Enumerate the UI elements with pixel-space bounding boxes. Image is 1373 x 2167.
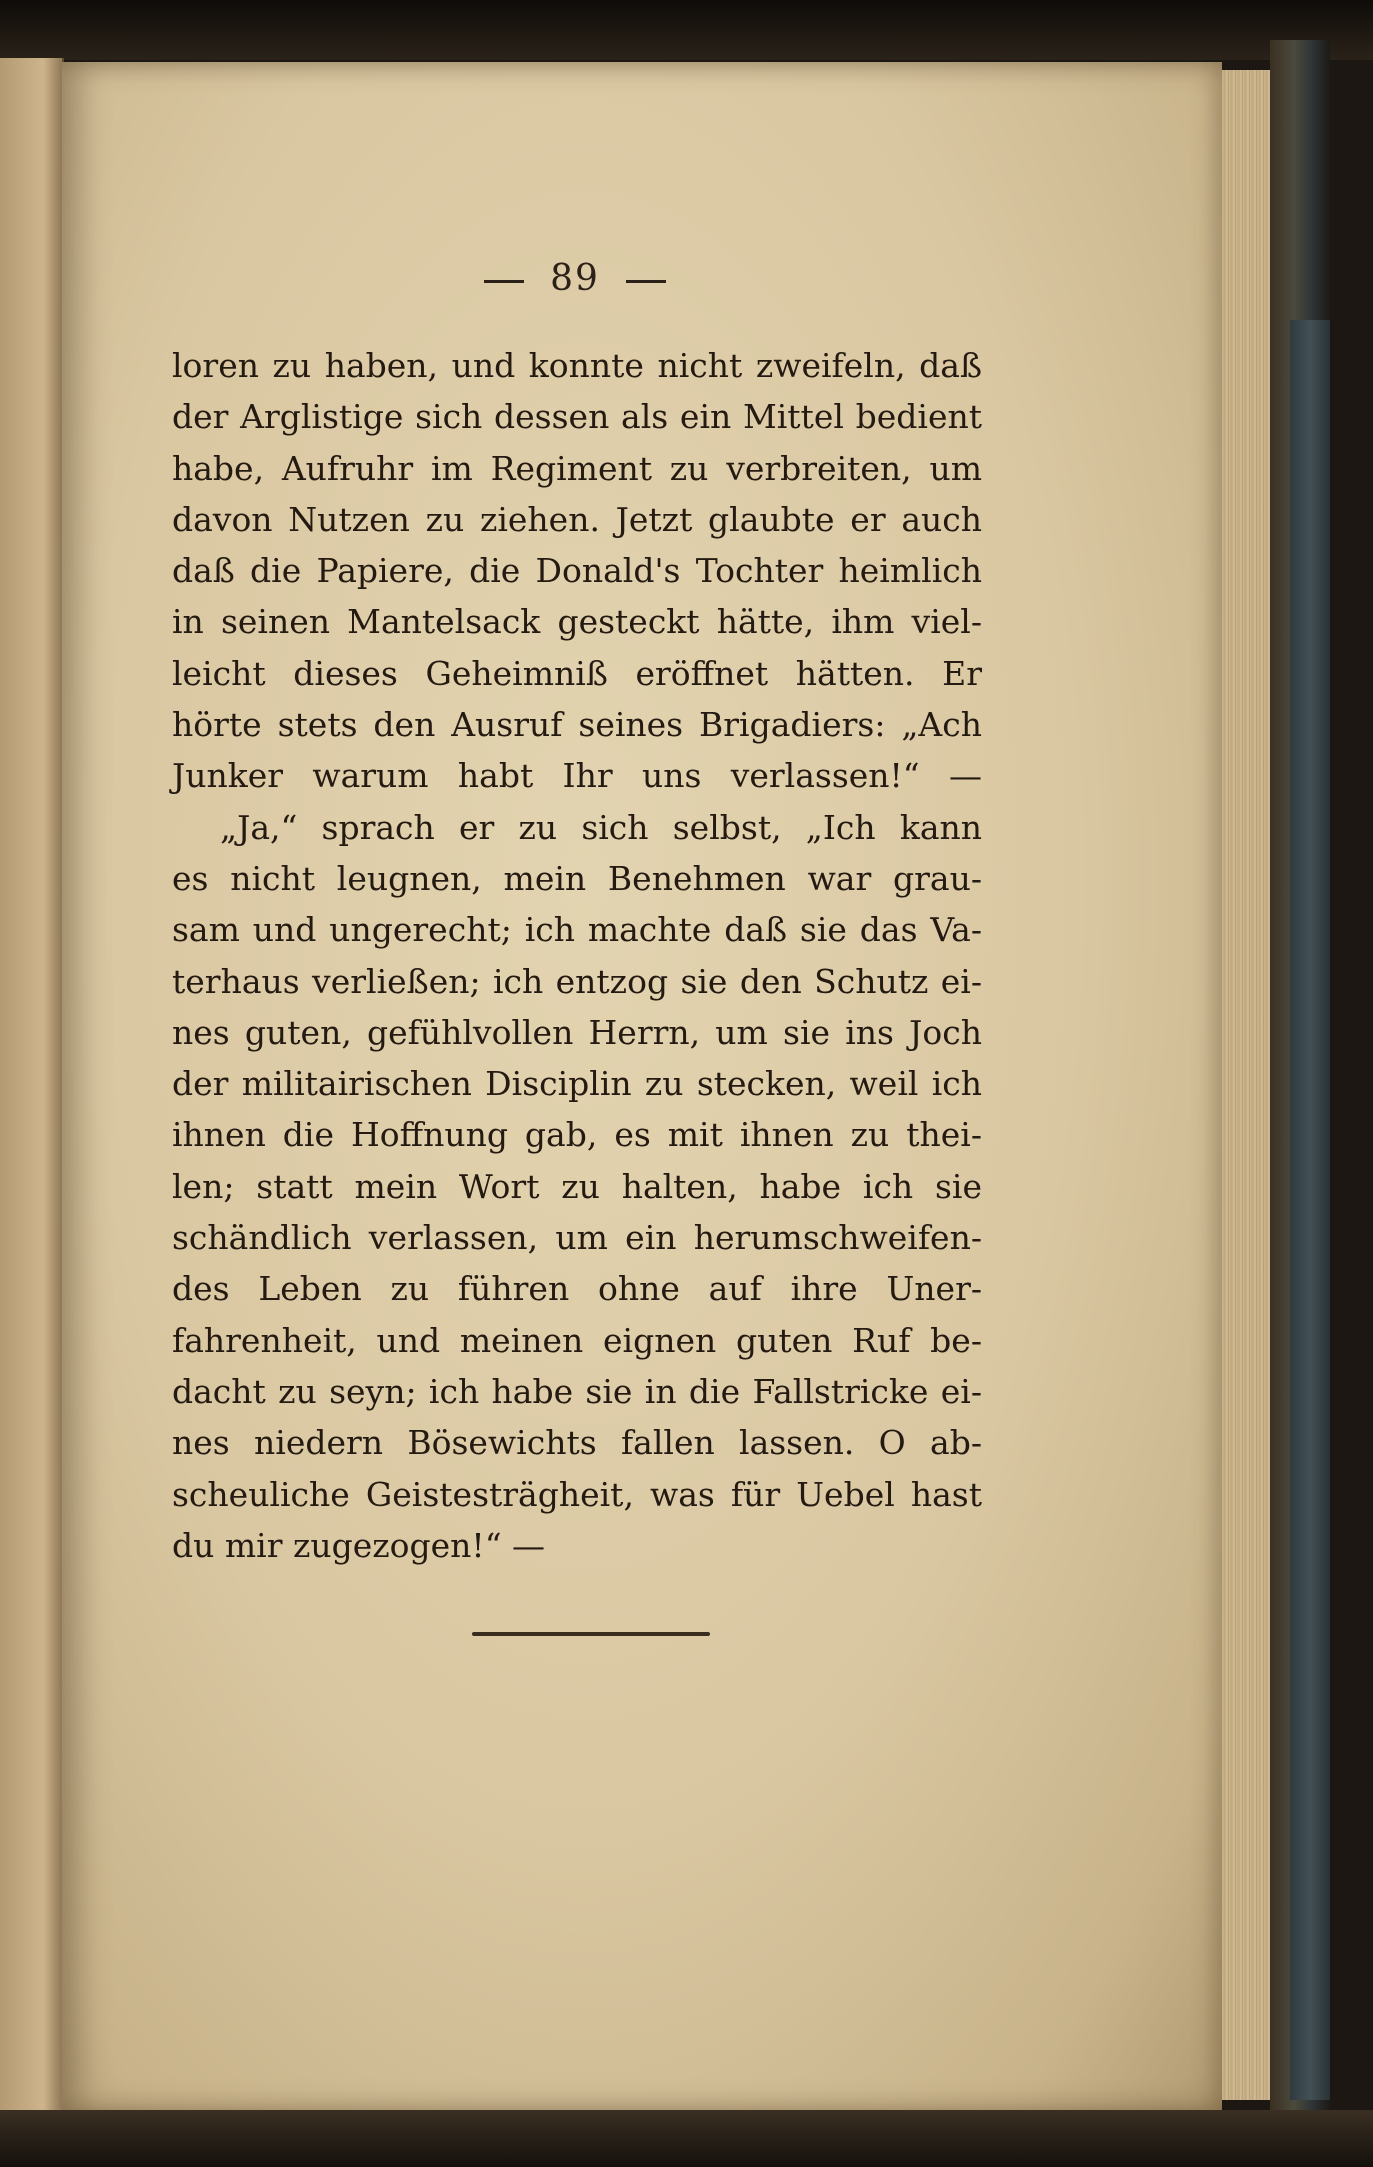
text-line: schändlich verlassen, um ein herumschweifen- — [172, 1218, 982, 1258]
page-number-dash-left — [484, 280, 524, 283]
spine-band — [1290, 320, 1330, 2100]
text-line: „Ja,“ sprach er zu sich selbst, „Ich kann — [220, 807, 982, 847]
text-line: scheuliche Geistesträgheit, was für Uebel hast — [172, 1474, 982, 1514]
text-line: der Arglistige sich dessen als ein Mittel bedient — [172, 397, 982, 437]
text-line: daß die Papiere, die Donald's Tochter heimlich — [172, 551, 982, 591]
text-line: du mir zugezogen!“ — — [172, 1525, 546, 1565]
text-line: leicht dieses Geheimniß eröffnet hätten. Er — [172, 653, 982, 693]
text-line: davon Nutzen zu ziehen. Jetzt glaubte er auch — [172, 499, 982, 539]
text-line: Junker warum habt Ihr uns verlassen!“ — — [172, 756, 982, 796]
book-cover-top — [0, 0, 1373, 60]
text-line: habe, Aufruhr im Regiment zu verbreiten, um — [172, 448, 982, 488]
text-line: nes guten, gefühlvollen Herrn, um sie ins Joch — [172, 1012, 982, 1052]
page-number-text: 89 — [550, 258, 600, 299]
text-line: sam und ungerecht; ich machte daß sie das Va- — [172, 910, 982, 950]
text-line: ihnen die Hoffnung gab, es mit ihnen zu thei- — [172, 1115, 982, 1155]
text-line: in seinen Mantelsack gesteckt hätte, ihm viel- — [172, 602, 982, 642]
page-number — [440, 258, 710, 299]
page-number-dash-right — [626, 280, 666, 283]
section-divider-rule — [472, 1632, 710, 1636]
text-line: des Leben zu führen ohne auf ihre Uner- — [172, 1269, 982, 1309]
text-line: es nicht leugnen, mein Benehmen war grau- — [172, 858, 982, 898]
page-stack-edges — [1222, 70, 1270, 2100]
bottom-shadow — [0, 2110, 1373, 2167]
text-line: der militairischen Disciplin zu stecken, weil ich — [172, 1064, 982, 1104]
body-text — [172, 340, 982, 1571]
text-line: loren zu haben, und konnte nicht zweifeln, daß — [172, 346, 982, 385]
text-line: terhaus verließen; ich entzog sie den Schutz ei- — [172, 961, 982, 1001]
text-line: len; statt mein Wort zu halten, habe ich sie — [172, 1166, 982, 1206]
text-line: hörte stets den Ausruf seines Brigadiers: „Ach — [172, 705, 982, 745]
text-line: nes niedern Bösewichts fallen lassen. O ab- — [172, 1423, 982, 1463]
text-line: fahrenheit, und meinen eignen guten Ruf be- — [172, 1320, 982, 1360]
facing-page-edge — [0, 58, 64, 2118]
text-line: dacht zu seyn; ich habe sie in die Fallstricke ei- — [172, 1371, 982, 1411]
